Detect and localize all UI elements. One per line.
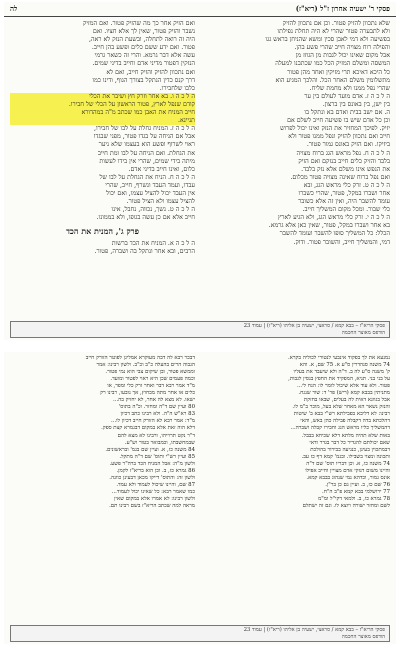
text-line: שהרי נפל ממנו ולא מחמת שליח. <box>309 84 390 92</box>
text-line: בפשיעה ולא דמי לאבן סכין ומשא שהניחן בראש גגו <box>265 36 390 44</box>
footnote-line: 77 ירושלמי בבא קמא פ"ב ה"ח. <box>322 488 390 495</box>
text-line: בין ישן, בין באונס בין ברצון. <box>322 100 390 108</box>
text-line: ביזיקו. ואם הזיק באונס גמור פטור. <box>306 141 390 149</box>
text-line: אחר ושברו במקל, פטור, שהרי כשברו <box>298 189 390 197</box>
footnote-line: וממשא פטור, ובן שיקום צבי הוא נמי פטור. <box>105 369 195 376</box>
text-line: את הגחלת. ואם הניחה על לבו ומת חייב <box>97 149 195 157</box>
footnote-line: מראה למה שכתב הריא"ז בשם רבינו תם. <box>109 502 195 509</box>
text-line: ה ל כ ה ז. אדם מועד לעולם בין ער <box>304 92 390 100</box>
text-line: ולא לתבערה פטור שהרי לא היה תחלת נפילתו <box>277 28 390 36</box>
highlighted-line: תניינא. <box>177 117 195 125</box>
footnote-line: 74 משנה כו, א. וכן דבריו תוס' שם ד"ה <box>306 460 390 467</box>
footnote-line: כלים או אחר מתה מבחוץ, אך נובעו, רבינו רק <box>100 390 195 397</box>
footnote-line: פטור. ולא עוד אלא שיכול לומר לו: הנח לי... <box>296 383 390 390</box>
text-line: ה ל כ ה ז. המניח גחלת על לבו של חבירו, <box>93 125 195 133</box>
text-line: נשבר והזיק פטור, שאין לך אלא חציו. ואם <box>92 28 195 36</box>
text-line: המשסה ומשלם המזיק הכל כמו שכתבנו למעלה <box>275 60 390 68</box>
footnote-line: ולשון זה: והתוס' דייקו מכאן דבעינן כוונה. <box>109 474 195 481</box>
left-column-text-after <box>10 125 195 222</box>
scan-footer-bottom <box>10 625 390 642</box>
footnote-line: לשם ומחזר ישורה ויוצא לו. וגם זה ישתלם <box>302 502 390 509</box>
footnote-line: והנזק נשאר הא מאחר שלא בעל, מוכר ב"מ לו. <box>292 404 390 411</box>
left-column-text-before <box>10 20 195 93</box>
footnote-line: והיינו משום דנזקי אדם מצויין וחייב אפילו <box>305 467 390 474</box>
footnote-line: ותכונה ומצוי בשבילו. ובגמ' קמא דף כז עב. <box>301 453 390 460</box>
footnote-line: דבמתכוין בעינן, כנגיעה בבירור בהולכת <box>310 446 390 453</box>
footnote-line: מ"ד: אמר רבא לא הזורק חייב דכיון לו... <box>111 418 195 425</box>
footnote-line: רבינו: לא דליבא בפבילתא רש"י בבא ב' שיטות <box>293 411 390 418</box>
text-line: ה ל כ ה י. זרק כלי מראש הגג, ולא הגיע לארץ <box>277 214 390 222</box>
text-line: כלי שבור. ומכל מקום המשליך חייב. <box>302 206 390 214</box>
footnote-line: 86 גמרא כז, ב. וכן הוא בריא"ז לקמן. <box>116 467 195 474</box>
footnote-line: 74 משנה סנהדרין ס"ע א. 75 שם, א. והא <box>299 362 390 369</box>
bottom-page-scan <box>4 352 396 644</box>
text-line: הכלל: כל המשליך סופו להשבר ועומד להשבר <box>279 230 390 238</box>
text-line: אבל מקום שאינו יכול לגבות מן הגוזז מן <box>295 52 390 60</box>
footnote-line: הגבוה הרים בהעלה כ"ב וכ"ב. ולשון רבינו: אמר <box>96 362 195 369</box>
running-title: פסקי ר' ישעיה אחרון ז"ל (ריא"ז) <box>295 4 390 13</box>
text-line: כלבו שלחבירו. <box>159 84 195 92</box>
highlighted-line: חייב המניח את האבן כמו שכתב מ"ה במהדורא <box>81 109 195 117</box>
footnote-line: וכמה פעמים שכן היא ראוי לפטור ומועד. <box>110 376 195 383</box>
text-line: ראוי לשרוף ופשע הוא בעצמו שלא ניער <box>98 141 195 149</box>
footnote-line: מתניתין בבבא קמא (ריש) פר' ד: שור שנגח. <box>298 390 390 397</box>
text-line: מיתה בידי שמים, שהרי אין בידו לעשות <box>99 157 195 165</box>
text-line: מתשלומין משלם האחר הכל. והלכך המגיע הוא <box>275 76 390 84</box>
text-line: חייב ואם נתכוון להזיק ונפל ממנו פטור ולא <box>288 133 390 141</box>
text-line: ואם נתכוון להזיק והזיק חייב, ואם לא <box>106 68 195 76</box>
text-line: שלא נתכוון להזיק פטור. וכן אם נתכוון להזיק <box>282 20 390 27</box>
footnote-line: נמנעא את לך בפקוד אינבעי לנטורי לכוליה בקרא. <box>287 355 390 361</box>
text-line: הרבים, ובא אחר ונתקל בה ושברה, פטור. <box>94 248 195 256</box>
footnote-line: שאם יכולתם להגדיר כל דבר בגדר ודאי <box>309 439 390 446</box>
footnote-line: ולשון מ"ה: אבל המניח הכד ברה"ר פשע. <box>109 460 195 467</box>
highlighted-line: ה ל כ ה ו. בא אחר וזרק חץ ושיבר את הכלי <box>89 92 195 100</box>
top-page-scan <box>4 2 396 340</box>
footnote-line: שבמחשבתו, וכמבואר בטור וש"ע. <box>124 439 195 446</box>
text-line: פטור. ואם ידע ששם כלים ופשע בהן חייב. <box>91 44 195 52</box>
text-line: דרך קנס כדין הנתקל בצורך הגוף, ודינו כמו <box>92 76 195 84</box>
footnote-line: דבכר רבא לה דבה מעוקרא אמליגן לפוטר הזורק חייב <box>85 355 195 361</box>
footnote-line: דהמשליך כליו מראש הגג וחבירו קבלה ושברה... <box>290 425 390 432</box>
footnote-line: 87 שם, והיינו שיכול לעמוד ולא עמד. <box>116 481 195 488</box>
text-line: את הנפש אינו משלם אלא נזק בלבד. <box>301 165 390 173</box>
chapter-opening-text <box>10 240 195 256</box>
footnote-line: 84 משנה כז, א. ועיין שם בגמ' ובראשונים. <box>105 446 195 453</box>
text-line: עבדו, ועמד העבד ונשרף, חייב, שהרי <box>105 181 195 189</box>
text-line: עשה אלא דבר גרמא. והרי זה כשאר גרמי <box>94 52 195 60</box>
footer-source: פסקי הריא"ז – בבא קמא / סראצי, ישעיה בן אליהו (ריא"ז) | עמוד 23 <box>243 323 385 329</box>
footer-printed-from: הודפס מאוצר החכמה <box>341 329 385 336</box>
highlighted-passage <box>10 93 195 125</box>
text-line: היה זה רואה לתחלה, ובשעת הנזק לא ראה, <box>89 36 195 44</box>
right-column <box>205 20 390 257</box>
text-line: חייב אלא אם כן עשה בגופו, ולא בממונו. <box>96 214 195 222</box>
footnote-line: דלא הוה זאת אלא במקום דבגמרא קצת ספק. <box>101 425 195 432</box>
text-line: כלום, ואינו חייב בדיני אדם. <box>128 165 195 173</box>
text-line: ואם נפל ברוח שאינה מצויה פטור מכלום. <box>290 173 390 181</box>
footer-source-bottom: פסקי הריא"ז – בבא קמא / סראצי, ישעיה בן אליהו (ריא"ז) | עמוד 23 <box>243 627 385 633</box>
footnote-line: ק' משנה ס"ע לה ב. ד"ה ולא שיעבד את בעליו <box>293 369 390 376</box>
text-line: ה. אם ישב בבית ואדם בא ונתקל בו <box>304 109 390 117</box>
two-column-body <box>4 17 396 257</box>
text-line: בלבד והזיק כלים חייב בנזקם ואם הזיק <box>298 157 390 165</box>
footnote-line: ולשון רבינו: לא אמרו אלא במקום שאין <box>114 495 195 502</box>
text-line: הנזקין דפטור מדיני אדם וחייב בדיני שמים. <box>92 60 195 68</box>
text-line: ואם הזיק אחר כך מה שהזיק פטור. ואם המזיק <box>83 20 195 27</box>
text-line: וכן כל אדם שיש בו פשיעה חייב לשלם אם <box>287 117 390 125</box>
footnotes-body <box>4 352 396 510</box>
text-line: אין העבד יכול להציל עצמו, ואם יכול <box>106 189 195 197</box>
text-line: דמי, והמשליך חייב, והשובר פטור. ודוק. <box>293 238 390 246</box>
text-line: ה ל כ ה ט. נשך, נכווה, נחבל, אינו <box>111 206 195 214</box>
left-column <box>10 20 195 257</box>
footnote-line: 78 גמרא כו, ב. ולמאי דקי"ל ומ"מ <box>318 495 390 502</box>
scan-footer <box>10 321 390 338</box>
highlighted-line: קודם שנפל לארץ, פטור הראשון על הכלי של חבירו. <box>68 100 195 108</box>
chapter-heading: פרק ג', המנית את הכד <box>66 226 139 237</box>
footnote-line: אונס גמור, וכדהא נמי שנהוג בבבא קמא. <box>306 474 390 481</box>
footnote-line: 85 ועיין רש"י ותוס' שם ד"ה מתקל. <box>119 453 195 460</box>
text-line: ה ל כ ה א. המניח את הכד ברשות <box>111 240 195 248</box>
text-line: עומד להשבר היה, ואין זה אלא כשובר <box>298 198 390 206</box>
running-head <box>4 2 396 17</box>
text-line: ה ל כ ה ט. זרק כלי מראש הגג, ובא <box>303 181 390 189</box>
text-line: אבל אם הניחה על בגדו פטור, מפני שבגדו <box>93 133 195 141</box>
footnote-line: אבל בגוונא דאית לה בעלים, שבאו בחזקת <box>303 397 390 404</box>
footnote-line: באות שלא תהיה מלתא דלא שכיחא בבבל. <box>301 432 390 439</box>
text-line: יזיק. לפיכך המחזיר את הנזק ואינו יכול לפרוש <box>280 125 390 133</box>
text-line: להציל עצמו ולא הציל פטור. <box>126 198 195 206</box>
footnote-line: 80 ועיין שם ד"ה ומחזר. וכ"ה בתוס' <box>118 404 195 411</box>
footnote-line: על בני בני. תניא, המפקיד את החפץ בנסין לגבות, <box>288 376 390 383</box>
text-line: והפילה רוח מצויה חייב שהרי פשע בהן. <box>294 44 390 52</box>
text-line: ה ל כ ה ח. נפל מראש הגג ברוח מצויה <box>296 149 390 157</box>
text-line: כל היכא דאיכא תרי מזיקין ואחד מהן פטור <box>287 68 390 76</box>
footnote-line: מ"ד אמר רבא דבר ואחר זרק כלי ומפר, או <box>107 383 195 390</box>
footnote-line: 76 שם כז, ב. ועיין גם כן בר"ן. <box>325 481 390 488</box>
footnote-line: ישאו. לא מצא לה אחר, לא יחזיק בה... <box>113 397 195 404</box>
footnotes-right-column <box>205 355 390 510</box>
footnote-line: 83 רא"ש ה"ה. ולא רבינו כתב דכיון <box>120 411 195 418</box>
footnote-line: כמו שאמר רבא: כל שאינו יכול לעמוד... <box>111 488 195 495</box>
footer-printed-from-bottom: הודפס מאוצר החכמה <box>341 633 385 640</box>
footnote-line: דהלכתא בדה דקבלה פבילה כהן באש, והאי <box>300 418 390 425</box>
text-line: בא אחר ושברו במקל, פטור, שאין כאן אלא גרמא. <box>268 222 390 230</box>
text-line: ה ל כ ה ח. הניח את הגחלת על לבו של <box>99 173 195 181</box>
footnote-line: ד"ר נקט תרוייהו, ורבינו לא מצא להם <box>117 432 195 439</box>
footnotes-left-column <box>10 355 195 510</box>
page-number: לה <box>10 4 18 13</box>
